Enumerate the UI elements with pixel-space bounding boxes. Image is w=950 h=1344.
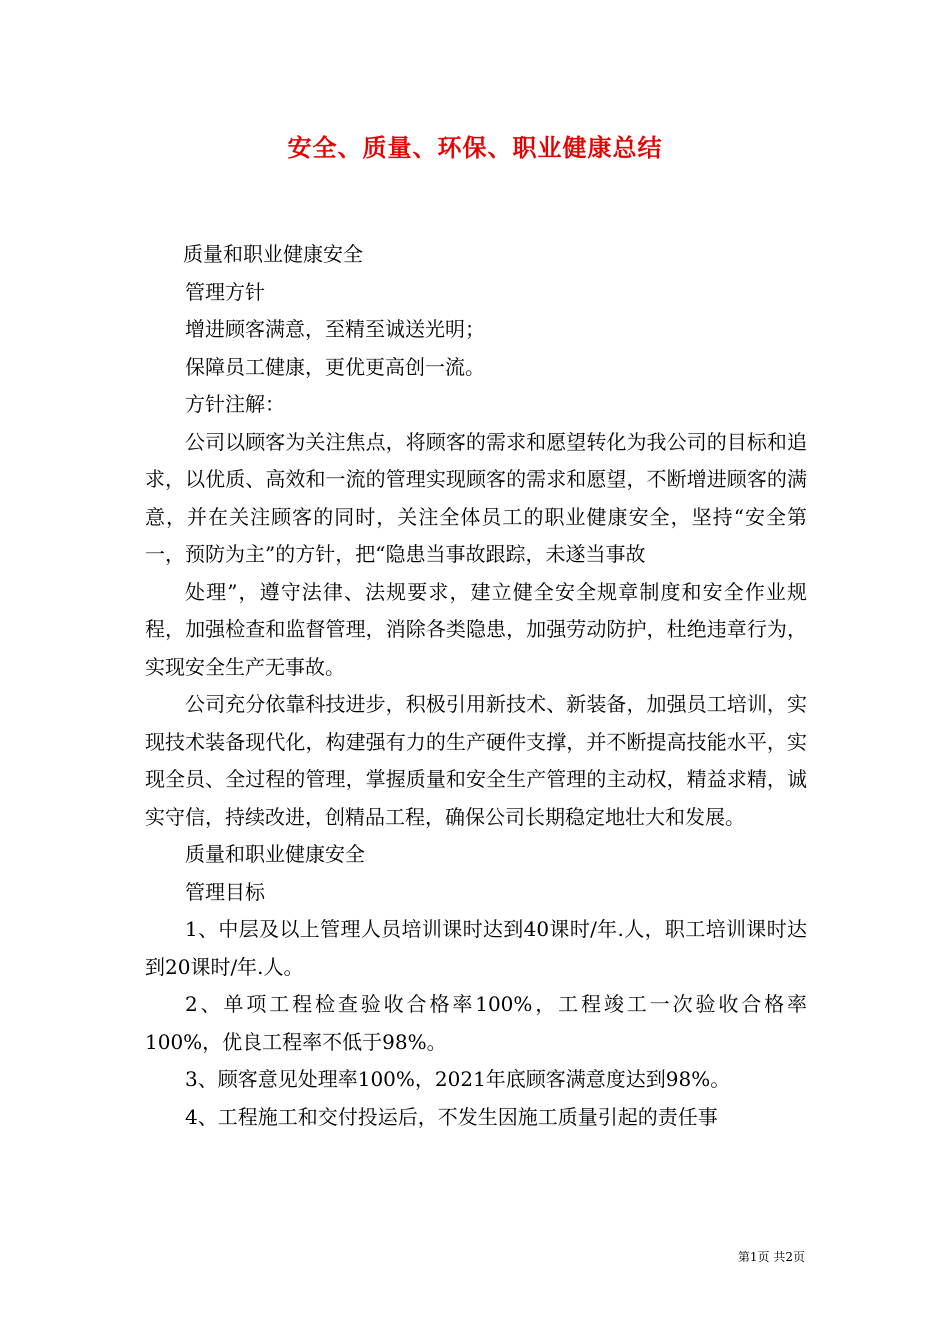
policy-line: 保障员工健康，更优更高创一流。: [185, 354, 485, 379]
goal-item: 1、中层及以上管理人员培训课时达到40课时/年.人，职工培训课时达到20课时/年.人。: [145, 917, 807, 979]
document-body: [145, 236, 807, 1136]
page-number: 第1页 共2页: [737, 1250, 805, 1264]
section-subheading: 管理方针: [185, 279, 265, 304]
policy-line: 增进顾客满意，至精至诚送光明；: [185, 317, 485, 341]
body-paragraph: 公司以顾客为关注焦点，将顾客的需求和愿望转化为我公司的目标和追求，以优质、高效和一流的管理实现顾客的需求和愿望，不断增进顾客的满意，并在关注顾客的同时，关注全体员工的职业健康安全，坚持“安全第一，预防为主”的方针，把“隐患当事故跟踪，未遂当事故: [145, 429, 807, 566]
section-heading: 质量和职业健康安全: [185, 842, 365, 866]
goal-item: 3、顾客意见处理率100%，2021年底顾客满意度达到98%。: [185, 1067, 731, 1091]
document-title: 安全、质量、环保、职业健康总结: [287, 134, 663, 162]
body-paragraph: 处理”，遵守法律、法规要求，建立健全安全规章制度和安全作业规程，加强检查和监督管理，消除各类隐患，加强劳动防护，杜绝违章行为，实现安全生产无事故。: [145, 579, 807, 679]
goal-item: 4、工程施工和交付投运后，不发生因施工质量引起的责任事: [185, 1104, 718, 1129]
policy-note-heading: 方针注解：: [185, 392, 285, 416]
section-subheading: 管理目标: [185, 879, 265, 904]
goal-item: 2、单项工程检查验收合格率100%，工程竣工一次验收合格率100%，优良工程率不低于98%。: [145, 992, 807, 1054]
section-heading: 质量和职业健康安全: [183, 242, 363, 266]
body-paragraph: 公司充分依靠科技进步，积极引用新技术、新装备，加强员工培训，实现技术装备现代化，构建强有力的生产硬件支撑，并不断提高技能水平，实现全员、全过程的管理，掌握质量和安全生产管理的主动权，精益求精，诚实守信，持续改进，创精品工程，确保公司长期稳定地壮大和发展。: [145, 692, 807, 829]
